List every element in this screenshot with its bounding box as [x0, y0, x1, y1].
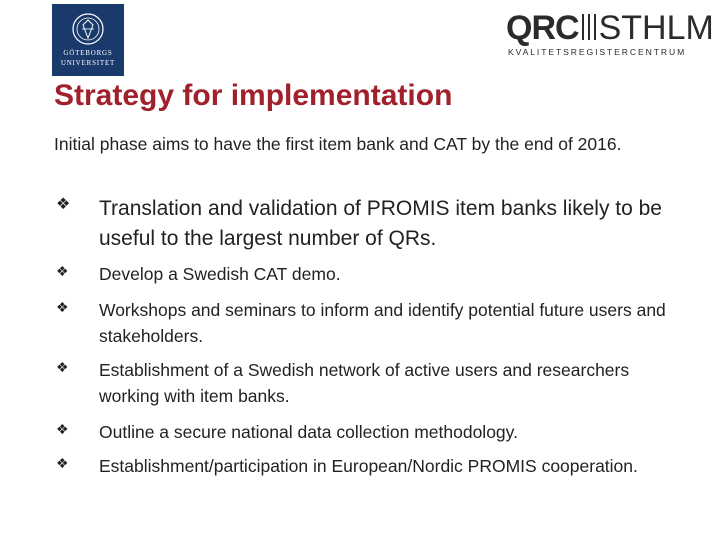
bullet-item: [56, 297, 676, 349]
university-logo: [52, 4, 124, 76]
bullet-item: [56, 419, 676, 445]
qrc-wordmark-right: STHLM: [598, 9, 714, 47]
diamond-bullet-icon: ❖: [56, 359, 69, 375]
qrc-subtitle: KVALITETSREGISTERCENTRUM: [508, 47, 687, 57]
university-seal-icon: [70, 12, 106, 46]
bullet-item: [56, 261, 676, 287]
diamond-bullet-icon: ❖: [56, 263, 69, 279]
qrc-bars-icon: [582, 14, 596, 40]
bullet-text: Translation and validation of PROMIS item banks likely to be useful to the largest number of QRs.: [99, 197, 662, 250]
bullet-text: Workshops and seminars to inform and identify potential future users and stakeholders.: [99, 300, 666, 346]
university-name-line2: UNIVERSITET: [60, 59, 116, 67]
slide-title: Strategy for implementation: [54, 79, 453, 112]
slide-intro: Initial phase aims to have the first item bank and CAT by the end of 2016.: [54, 134, 622, 154]
bullet-item: [56, 357, 676, 409]
qrc-logo: [506, 9, 714, 62]
bullet-text: Establishment of a Swedish network of active users and researchers working with item banks.: [99, 360, 630, 406]
bullet-text: Establishment/participation in European/Nordic PROMIS cooperation.: [99, 456, 638, 476]
qrc-wordmark: [506, 10, 714, 46]
bullet-text: Outline a secure national data collection methodology.: [99, 422, 518, 442]
diamond-bullet-icon: ❖: [56, 421, 69, 437]
bullet-item: [56, 194, 676, 254]
bullet-item: [56, 453, 676, 479]
university-name-line1: GÖTEBORGS: [63, 49, 113, 57]
diamond-bullet-icon: ❖: [56, 455, 69, 471]
qrc-wordmark-left: QRC: [506, 9, 579, 47]
diamond-bullet-icon: ❖: [56, 196, 71, 213]
bullet-text: Develop a Swedish CAT demo.: [99, 264, 341, 284]
diamond-bullet-icon: ❖: [56, 299, 69, 315]
